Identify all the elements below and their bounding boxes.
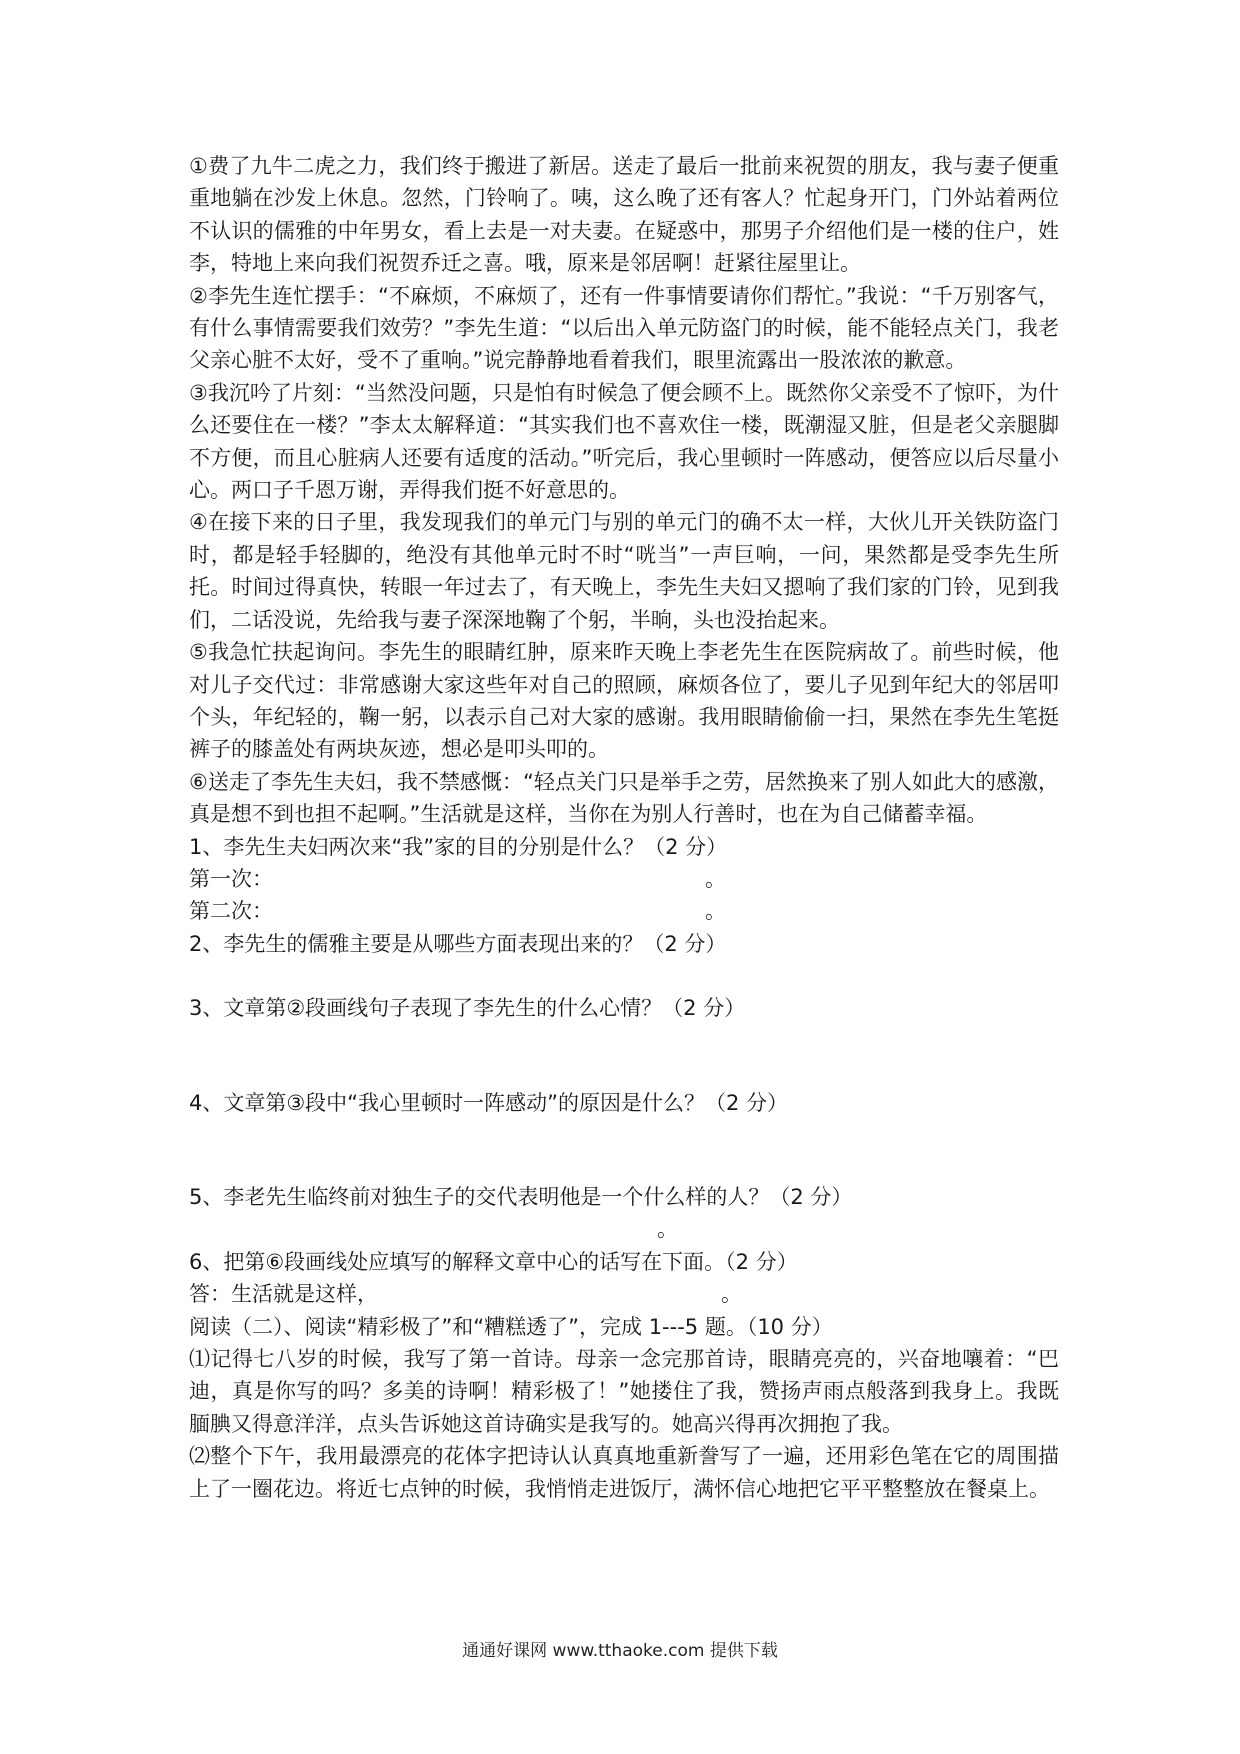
- question-5-answer: [189, 1213, 1059, 1245]
- question-5: 5、李老先生临终前对独生子的交代表明他是一个什么样的人？（2 分）: [189, 1184, 853, 1209]
- article-paragraph-2: ②李先生连忙摆手：“不麻烦，不麻烦了，还有一件事情要请你们帮忙。”我说：“千万别客气，有什么事情需要我们效劳？”李先生道：“以后出入单元防盗门的时候，能不能轻点关门，我老父亲心脏不太好，受不了重响。”说完静静地看着我们，眼里流露出一股浓浓的歉意。: [189, 283, 1059, 373]
- question-2: 2、李先生的儒雅主要是从哪些方面表现出来的？（2 分）: [189, 931, 727, 956]
- question-1-first-label: 第一次：: [189, 866, 273, 891]
- answer-end-period: 。: [657, 1217, 678, 1242]
- question-3: 3、文章第②段画线句子表现了李先生的什么心情？（2 分）: [189, 996, 746, 1021]
- answer-space: [189, 1119, 1059, 1181]
- page-footer: 通通好课网 www.tthaoke.com 提供下载: [462, 1641, 778, 1661]
- answer-space: [189, 1025, 1059, 1087]
- reading-2-heading: 阅读（二）、阅读“精彩极了”和“糟糕透了”，完成 1---5 题。（10 分）: [189, 1314, 833, 1339]
- question-6: 6、把第⑥段画线处应填写的解释文章中心的话写在下面。（2 分）: [189, 1249, 798, 1274]
- article-paragraph-5: ⑤我急忙扶起询问。李先生的眼睛红肿，原来昨天晚上李老先生在医院病故了。前些时候，他对儿子交代过：非常感谢大家这些年对自己的照顾，麻烦各位了，要儿子见到年纪大的邻居叩个头，年纪轻的，鞠一躬，以表示自己对大家的感谢。我用眼睛偷偷一扫，果然在李先生笔挺裤子的膝盖处有两块灰迹，想必是叩头叩的。: [189, 640, 1059, 762]
- question-1: 1、李先生夫妇两次来“我”家的目的分别是什么？（2 分）: [189, 834, 728, 859]
- reading-2-paragraph-2: ⑵整个下午，我用最漂亮的花体字把诗认认真真地重新誊写了一遍，还用彩色笔在它的周围描上了一圈花边。将近七点钟的时候，我悄悄走进饭厅，满怀信心地把它平平整整放在餐桌上。: [189, 1444, 1059, 1501]
- answer-end-period: 。: [705, 899, 726, 924]
- question-1-first-answer: [189, 863, 1059, 895]
- question-6-answer: [189, 1278, 1059, 1310]
- article-paragraph-1: ①费了九牛二虎之力，我们终于搬进了新居。送走了最后一批前来祝贺的朋友，我与妻子便重重地躺在沙发上休息。忽然，门铃响了。咦，这么晚了还有客人？忙起身开门，门外站着两位不认识的儒雅的中年男女，看上去是一对夫妻。在疑惑中，那男子介绍他们是一楼的住户，姓李，特地上来向我们祝贺乔迁之喜。哦，原来是邻居啊！赶紧往屋里让。: [189, 154, 1059, 276]
- answer-end-period: 。: [705, 866, 726, 891]
- article-paragraph-6: ⑥送走了李先生夫妇，我不禁感慨：“轻点关门只是举手之劳，居然换来了别人如此大的感激，真是想不到也担不起啊。”生活就是这样，当你在为别人行善时，也在为自己储蓄幸福。: [189, 769, 1059, 827]
- answer-space: [189, 960, 1059, 992]
- question-4: 4、文章第③段中“我心里顿时一阵感动”的原因是什么？（2 分）: [189, 1090, 788, 1115]
- reading-2-paragraph-1: ⑴记得七八岁的时候，我写了第一首诗。母亲一念完那首诗，眼睛亮亮的，兴奋地嚷着：“巴迪，真是你写的吗？多美的诗啊！精彩极了！”她搂住了我，赞扬声雨点般落到我身上。我既腼腆又得意洋洋，点头告诉她这首诗确实是我写的。她高兴得再次拥抱了我。: [189, 1346, 1059, 1436]
- question-6-answer-label: 答：生活就是这样，: [189, 1282, 378, 1307]
- answer-end-period: 。: [721, 1282, 742, 1307]
- article-paragraph-3: ③我沉吟了片刻：“当然没问题，只是怕有时候急了便会顾不上。既然你父亲受不了惊吓，为什么还要住在一楼？”李太太解释道：“其实我们也不喜欢住一楼，既潮湿又脏，但是老父亲腿脚不方便，而且心脏病人还要有适度的活动。”听完后，我心里顿时一阵感动，便答应以后尽量小心。两口子千恩万谢，弄得我们挺不好意思的。: [189, 380, 1059, 503]
- document-body: [189, 150, 1059, 1505]
- question-1-second-label: 第二次：: [189, 899, 273, 924]
- article-paragraph-4: ④在接下来的日子里，我发现我们的单元门与别的单元门的确不太一样，大伙儿开关铁防盗门时，都是轻手轻脚的，绝没有其他单元时不时“咣当”一声巨响，一问，果然都是受李先生所托。时间过得真快，转眼一年过去了，有天晚上，李先生夫妇又摁响了我们家的门铃，见到我们，二话没说，先给我与妻子深深地鞠了个躬，半晌，头也没抬起来。: [189, 510, 1059, 632]
- question-1-second-answer: [189, 895, 1059, 927]
